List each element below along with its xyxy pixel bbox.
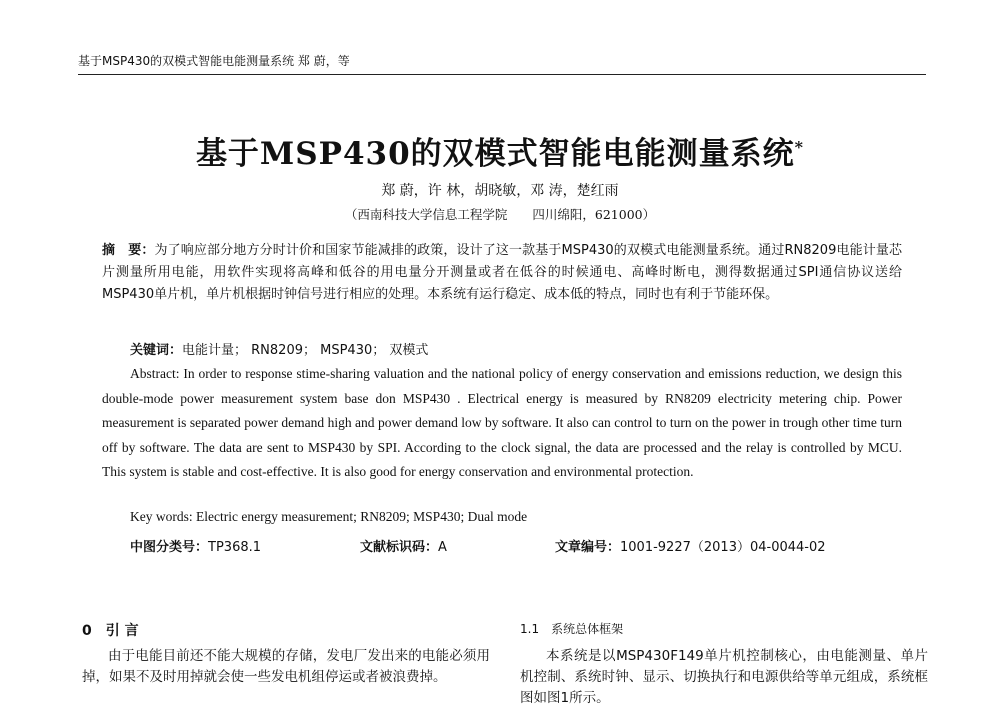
chinese-keywords-label: 关键词： bbox=[130, 343, 183, 358]
left-column bbox=[82, 620, 490, 688]
english-abstract-text: In order to response stime-sharing valuation and the national policy of energy conservation and emissions reduction, we design this double-mode power measurement system base don MSP430 . Electrical energy is measured by RN8209 electricity metering chip. Power measurement is separated power demand high and power demand low by software. It also can control to turn on the power in trough other time turn off by software. The data are sent to MSP430 by SPI. According to the clock signal, the data are processed and the relay is controlled by MCU. This system is stable and cost-effective. It is also good for energy conservation and environmental protection. bbox=[102, 366, 902, 479]
article-number-label: 文章编号： bbox=[555, 540, 621, 555]
right-column bbox=[520, 620, 928, 709]
clc-value: TP368.1 bbox=[208, 540, 262, 555]
introduction-text: 由于电能目前还不能大规模的存储，发电厂发出来的电能必须用掉，如果不及时用掉就会使一些发电机组停运或者被浪费掉。 bbox=[82, 648, 490, 685]
document-code bbox=[360, 536, 447, 555]
english-abstract bbox=[102, 362, 902, 485]
header-rule bbox=[78, 74, 926, 75]
clc-label: 中图分类号： bbox=[130, 540, 209, 555]
chinese-abstract-label: 摘 要： bbox=[102, 243, 155, 258]
paper-title-text: 基于MSP430的双模式智能电能测量系统 bbox=[195, 136, 795, 172]
chinese-abstract-text: 为了响应部分地方分时计价和国家节能减排的政策，设计了这一款基于MSP430的双模式电能测量系统。通过RN8209电能计量芯片测量所用电能，用软件实现将高峰和低谷的用电量分开测量或者在低谷的时候通电、高峰时断电，测得数据通过SPI通信协议送给MSP430单片机，单片机根据时钟信号进行相应的处理。本系统有运行稳定、成本低的特点，同时也有利于节能环保。 bbox=[102, 243, 902, 302]
article-number bbox=[555, 536, 826, 555]
article-number-value: 1001-9227（2013）04-0044-02 bbox=[620, 540, 826, 555]
running-header: 基于MSP430的双模式智能电能测量系统 郑 蔚，等 bbox=[78, 54, 350, 68]
chinese-keywords bbox=[130, 339, 428, 358]
english-keywords: Key words: Electric energy measurement; RN8209; MSP430; Dual mode bbox=[130, 509, 528, 524]
document-code-value: A bbox=[438, 540, 447, 555]
paper-title bbox=[0, 128, 1000, 173]
clc-number bbox=[130, 536, 261, 555]
section-heading-system-framework: 1.1 系统总体框架 bbox=[520, 622, 624, 636]
english-abstract-label: Abstract: bbox=[130, 366, 180, 381]
paper-affiliation: （西南科技大学信息工程学院 四川绵阳，621000） bbox=[344, 207, 656, 222]
chinese-keywords-text: 电能计量； RN8209； MSP430； 双模式 bbox=[182, 343, 429, 358]
paper-authors: 郑 蔚，许 林，胡晓敏，邓 涛，楚红雨 bbox=[381, 183, 619, 199]
chinese-abstract bbox=[102, 240, 902, 306]
section-heading-introduction: 0 引 言 bbox=[82, 623, 139, 639]
document-code-label: 文献标识码： bbox=[360, 540, 439, 555]
title-footnote-mark: * bbox=[794, 137, 805, 157]
system-framework-text: 本系统是以MSP430F149单片机控制核心，由电能测量、单片机控制、系统时钟、显示、切换执行和电源供给等单元组成，系统框图如图1所示。 bbox=[520, 648, 928, 706]
